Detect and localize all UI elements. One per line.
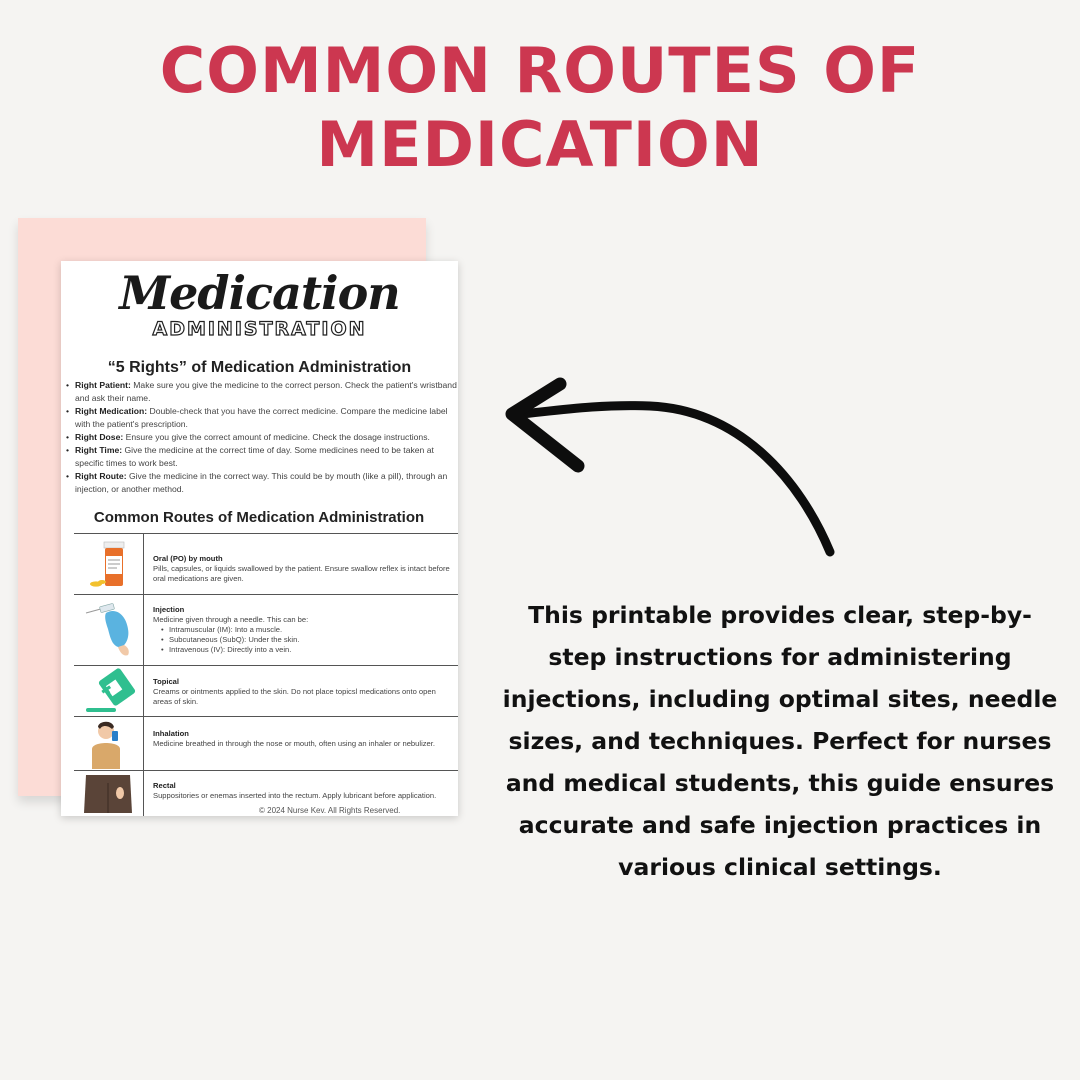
rights-text: Double-check that you have the correct medicine. Compare the medicine label with the patient's prescription. — [75, 406, 448, 429]
rights-text: Give the medicine at the correct time of day. Some medicines need to be taken at specific times to work best. — [75, 445, 434, 468]
rights-term: Right Dose: — [75, 432, 124, 442]
routes-table — [74, 533, 458, 816]
route-title: Topical — [153, 677, 180, 686]
headline-line-1: COMMON ROUTES OF — [159, 34, 921, 107]
route-row-oral — [74, 534, 458, 595]
rights-title: “5 Rights” of Medication Administration — [107, 359, 412, 376]
route-desc: Pills, capsules, or liquids swallowed by the patient. Ensure swallow reflex is intact before oral medications are given. — [153, 564, 450, 583]
routes-title: Common Routes of Medication Administration — [93, 509, 425, 526]
rights-text: Give the medicine in the correct way. This could be by mouth (like a pill), through an injection, or another method. — [75, 471, 448, 494]
route-row-inhalation — [74, 717, 458, 771]
route-row-injection — [74, 595, 458, 666]
route-title: Injection — [153, 605, 185, 614]
inhaler-person-icon — [82, 719, 138, 769]
doc-script-title: Medication — [119, 266, 400, 320]
rights-term: Right Route: — [75, 471, 127, 481]
doc-copyright: © 2024 Nurse Kev. All Rights Reserved. — [259, 806, 401, 815]
product-description: This printable provides clear, step-by-step instructions for administering injections, including optimal sites, needle sizes, and techniques. Perfect for nurses and medical students, this guide ensures accurate and safe injection practices in various clinical settings. — [502, 601, 1058, 881]
pill-bottle-icon — [82, 540, 138, 590]
route-desc: Suppositories or enemas inserted into the rectum. Apply lubricant before application. — [153, 791, 437, 800]
rights-term: Right Medication: — [75, 406, 148, 416]
route-text-topical — [153, 677, 453, 707]
route-title: Inhalation — [153, 729, 189, 738]
rights-term: Right Time: — [75, 445, 123, 455]
rights-term: Right Patient: — [75, 380, 131, 390]
rights-item — [65, 470, 457, 496]
route-title: Oral (PO) by mouth — [153, 554, 223, 563]
route-text-injection — [153, 605, 453, 655]
route-row-topical — [74, 666, 458, 717]
syringe-hand-icon — [82, 599, 138, 659]
route-bullet: • Intramuscular (IM): Into a muscle. — [161, 625, 453, 635]
doc-subtitle: ADMINISTRATION — [152, 318, 367, 340]
curved-arrow-icon — [500, 370, 850, 570]
ointment-tube-icon — [82, 668, 138, 716]
route-text-rectal — [153, 781, 453, 801]
rights-item — [65, 405, 457, 431]
route-desc: Medicine given through a needle. This can be: — [153, 615, 309, 624]
headline-line-2: MEDICATION — [316, 108, 764, 181]
rights-list — [65, 379, 457, 496]
rights-text: Make sure you give the medicine to the correct person. Check the patient's wristband and ask their name. — [75, 380, 457, 403]
rights-item — [65, 431, 457, 444]
rights-item — [65, 379, 457, 405]
document-preview — [61, 261, 458, 816]
rights-text: Ensure you give the correct amount of medicine. Check the dosage instructions. — [125, 432, 430, 442]
route-bullet: • Subcutaneous (SubQ): Under the skin. — [161, 635, 453, 645]
route-text-inhalation — [153, 729, 453, 749]
route-bullets — [153, 625, 453, 655]
rectal-icon — [82, 773, 138, 815]
route-text-oral — [153, 554, 453, 584]
rights-item — [65, 444, 457, 470]
route-desc: Creams or ointments applied to the skin. Do not place topicsl medications onto open areas of skin. — [153, 687, 436, 706]
route-desc: Medicine breathed in through the nose or mouth, often using an inhaler or nebulizer. — [153, 739, 435, 748]
route-title: Rectal — [153, 781, 176, 790]
headline — [0, 34, 1080, 182]
route-bullet: • Intravenous (IV): Directly into a vein. — [161, 645, 453, 655]
